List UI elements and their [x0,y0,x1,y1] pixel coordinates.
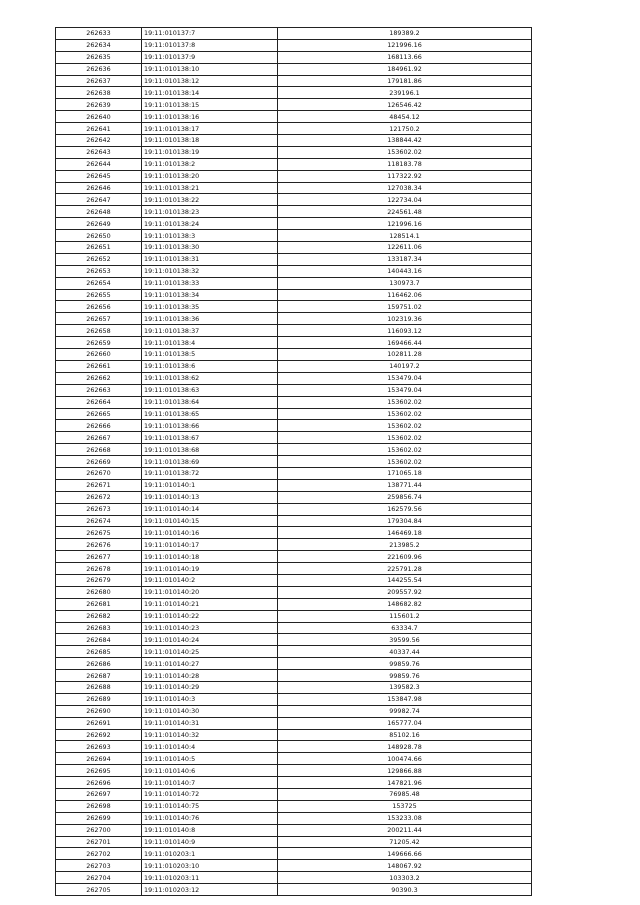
cell-id: 262673 [56,503,142,515]
cell-value: 153602.02 [278,408,532,420]
cell-cadastral-number: 19:11:010138:30 [142,242,278,254]
cell-cadastral-number: 19:11:010140:27 [142,658,278,670]
cell-cadastral-number: 19:11:010203:1 [142,848,278,860]
table-row [56,586,532,598]
cell-cadastral-number: 19:11:010140:8 [142,824,278,836]
cell-id: 262635 [56,51,142,63]
cell-id: 262672 [56,491,142,503]
cell-value: 90390.3 [278,884,532,896]
table-row [56,467,532,479]
cell-value: 99982.74 [278,705,532,717]
cell-id: 262634 [56,39,142,51]
cell-cadastral-number: 19:11:010138:68 [142,444,278,456]
table-row [56,836,532,848]
table-row [56,491,532,503]
table-row [56,265,532,277]
table-row [56,693,532,705]
table-row [56,812,532,824]
cell-cadastral-number: 19:11:010138:10 [142,63,278,75]
table-row [56,170,532,182]
cell-value: 126546.42 [278,99,532,111]
table-row [56,289,532,301]
table-row [56,218,532,230]
cell-cadastral-number: 19:11:010140:15 [142,515,278,527]
cell-cadastral-number: 19:11:010137:8 [142,39,278,51]
cell-id: 262665 [56,408,142,420]
cell-value: 133187.34 [278,253,532,265]
cell-id: 262655 [56,289,142,301]
cell-value: 148928.78 [278,741,532,753]
table-row [56,111,532,123]
cell-value: 200211.44 [278,824,532,836]
cell-cadastral-number: 19:11:010140:9 [142,836,278,848]
cell-id: 262696 [56,777,142,789]
table-row [56,574,532,586]
table-row [56,99,532,111]
cell-cadastral-number: 19:11:010140:22 [142,610,278,622]
cell-cadastral-number: 19:11:010138:34 [142,289,278,301]
table-row [56,729,532,741]
table-row [56,301,532,313]
cell-value: 168113.66 [278,51,532,63]
cell-cadastral-number: 19:11:010138:18 [142,135,278,147]
cell-value: 140197.2 [278,360,532,372]
cell-id: 262668 [56,444,142,456]
cell-cadastral-number: 19:11:010138:36 [142,313,278,325]
cell-id: 262658 [56,325,142,337]
cell-value: 116462.06 [278,289,532,301]
cell-id: 262691 [56,717,142,729]
cell-cadastral-number: 19:11:010140:1 [142,479,278,491]
cell-value: 153602.02 [278,420,532,432]
cell-value: 63334.7 [278,622,532,634]
cell-cadastral-number: 19:11:010140:30 [142,705,278,717]
cell-id: 262700 [56,824,142,836]
cell-value: 102319.36 [278,313,532,325]
cell-cadastral-number: 19:11:010138:12 [142,75,278,87]
cell-id: 262659 [56,337,142,349]
cell-value: 165777.04 [278,717,532,729]
table-row [56,408,532,420]
cell-value: 209557.92 [278,586,532,598]
cell-cadastral-number: 19:11:010140:19 [142,563,278,575]
cell-value: 153602.02 [278,396,532,408]
cell-id: 262686 [56,658,142,670]
table-row [56,242,532,254]
cell-id: 262638 [56,87,142,99]
cell-cadastral-number: 19:11:010138:3 [142,230,278,242]
cell-id: 262682 [56,610,142,622]
cell-value: 179304.84 [278,515,532,527]
cell-id: 262667 [56,432,142,444]
cell-cadastral-number: 19:11:010140:16 [142,527,278,539]
cell-value: 153602.02 [278,456,532,468]
cell-id: 262647 [56,194,142,206]
cell-cadastral-number: 19:11:010140:72 [142,789,278,801]
table-row [56,396,532,408]
cell-cadastral-number: 19:11:010138:67 [142,432,278,444]
cell-id: 262648 [56,206,142,218]
cell-value: 259856.74 [278,491,532,503]
cell-value: 184961.92 [278,63,532,75]
cell-value: 221609.96 [278,551,532,563]
cell-id: 262651 [56,242,142,254]
cell-value: 153725 [278,800,532,812]
cell-cadastral-number: 19:11:010138:69 [142,456,278,468]
table-row [56,777,532,789]
table-row [56,789,532,801]
table-row [56,610,532,622]
table-row [56,420,532,432]
cell-cadastral-number: 19:11:010203:11 [142,872,278,884]
table-row [56,551,532,563]
cell-id: 262695 [56,765,142,777]
cell-cadastral-number: 19:11:010140:2 [142,574,278,586]
cell-cadastral-number: 19:11:010140:76 [142,812,278,824]
cell-value: 140443.16 [278,265,532,277]
cell-cadastral-number: 19:11:010140:14 [142,503,278,515]
table-row [56,360,532,372]
cell-cadastral-number: 19:11:010137:7 [142,28,278,40]
cell-id: 262645 [56,170,142,182]
cell-value: 149666.66 [278,848,532,860]
cell-cadastral-number: 19:11:010138:31 [142,253,278,265]
cell-cadastral-number: 19:11:010140:4 [142,741,278,753]
cell-cadastral-number: 19:11:010138:33 [142,277,278,289]
table-row [56,372,532,384]
table-row [56,872,532,884]
cell-value: 179181.86 [278,75,532,87]
table-row [56,622,532,634]
table-row [56,194,532,206]
cell-value: 148067.92 [278,860,532,872]
cell-cadastral-number: 19:11:010140:31 [142,717,278,729]
cell-id: 262671 [56,479,142,491]
cell-cadastral-number: 19:11:010140:32 [142,729,278,741]
table-row [56,349,532,361]
cell-id: 262642 [56,135,142,147]
cell-value: 48454.12 [278,111,532,123]
cell-id: 262662 [56,372,142,384]
table-row [56,848,532,860]
cell-cadastral-number: 19:11:010138:22 [142,194,278,206]
table-row [56,563,532,575]
cell-value: 162579.56 [278,503,532,515]
cell-cadastral-number: 19:11:010138:15 [142,99,278,111]
table-row [56,182,532,194]
cell-id: 262674 [56,515,142,527]
table-row [56,503,532,515]
cell-cadastral-number: 19:11:010138:24 [142,218,278,230]
table-row [56,146,532,158]
table-row [56,39,532,51]
cell-cadastral-number: 19:11:010140:24 [142,634,278,646]
cell-cadastral-number: 19:11:010138:19 [142,146,278,158]
cell-cadastral-number: 19:11:010138:37 [142,325,278,337]
table-row [56,765,532,777]
cell-value: 153602.02 [278,444,532,456]
cell-cadastral-number: 19:11:010140:17 [142,539,278,551]
cell-id: 262704 [56,872,142,884]
table-row [56,860,532,872]
table-row [56,753,532,765]
table-row [56,705,532,717]
cell-value: 153602.02 [278,432,532,444]
cell-id: 262693 [56,741,142,753]
table-row [56,337,532,349]
table-row [56,527,532,539]
table-row [56,75,532,87]
cell-value: 85102.16 [278,729,532,741]
cell-value: 148682.82 [278,598,532,610]
table-row [56,325,532,337]
cell-value: 71205.42 [278,836,532,848]
cell-id: 262705 [56,884,142,896]
cell-value: 224561.48 [278,206,532,218]
cell-cadastral-number: 19:11:010203:10 [142,860,278,872]
cell-id: 262683 [56,622,142,634]
cell-id: 262677 [56,551,142,563]
cell-value: 39599.56 [278,634,532,646]
table-row [56,800,532,812]
cell-id: 262637 [56,75,142,87]
cell-value: 153479.04 [278,372,532,384]
table-row [56,158,532,170]
cell-cadastral-number: 19:11:010138:17 [142,123,278,135]
cell-cadastral-number: 19:11:010138:16 [142,111,278,123]
cell-id: 262666 [56,420,142,432]
cell-id: 262680 [56,586,142,598]
cell-value: 122734.04 [278,194,532,206]
table-row [56,658,532,670]
cell-cadastral-number: 19:11:010140:7 [142,777,278,789]
cell-value: 100474.66 [278,753,532,765]
cell-id: 262641 [56,123,142,135]
cell-cadastral-number: 19:11:010140:28 [142,670,278,682]
table-row [56,515,532,527]
table-row [56,230,532,242]
cell-value: 169466.44 [278,337,532,349]
cell-value: 99859.76 [278,658,532,670]
cell-id: 262633 [56,28,142,40]
table-row [56,51,532,63]
cell-id: 262676 [56,539,142,551]
cell-id: 262684 [56,634,142,646]
cell-value: 115601.2 [278,610,532,622]
cell-id: 262661 [56,360,142,372]
cell-value: 128514.1 [278,230,532,242]
cell-value: 144255.54 [278,574,532,586]
cell-value: 40337.44 [278,646,532,658]
table-row [56,634,532,646]
table-row [56,539,532,551]
cell-id: 262675 [56,527,142,539]
cell-cadastral-number: 19:11:010140:75 [142,800,278,812]
table-row [56,206,532,218]
table-row [56,135,532,147]
cell-id: 262639 [56,99,142,111]
cell-id: 262687 [56,670,142,682]
cell-value: 213985.2 [278,539,532,551]
cell-cadastral-number: 19:11:010138:4 [142,337,278,349]
cell-cadastral-number: 19:11:010140:18 [142,551,278,563]
cell-id: 262646 [56,182,142,194]
data-table [55,27,532,896]
cell-cadastral-number: 19:11:010203:12 [142,884,278,896]
table-row [56,87,532,99]
table-row [56,741,532,753]
cell-value: 138771.44 [278,479,532,491]
cell-value: 159751.02 [278,301,532,313]
cell-value: 99859.76 [278,670,532,682]
cell-value: 146469.18 [278,527,532,539]
cell-value: 121750.2 [278,123,532,135]
cell-id: 262690 [56,705,142,717]
cell-id: 262649 [56,218,142,230]
cell-value: 171065.18 [278,467,532,479]
cell-id: 262654 [56,277,142,289]
table-row [56,432,532,444]
cell-value: 102811.28 [278,349,532,361]
cell-id: 262679 [56,574,142,586]
cell-cadastral-number: 19:11:010138:62 [142,372,278,384]
cell-id: 262681 [56,598,142,610]
cell-cadastral-number: 19:11:010138:35 [142,301,278,313]
cell-cadastral-number: 19:11:010138:6 [142,360,278,372]
cell-id: 262689 [56,693,142,705]
table-row [56,277,532,289]
cell-id: 262688 [56,681,142,693]
cell-value: 225791.28 [278,563,532,575]
table-row [56,670,532,682]
cell-id: 262669 [56,456,142,468]
table-row [56,456,532,468]
cell-value: 153847.98 [278,693,532,705]
table-body [56,28,532,896]
cell-cadastral-number: 19:11:010138:72 [142,467,278,479]
cell-value: 121996.16 [278,39,532,51]
cell-value: 153479.04 [278,384,532,396]
cell-id: 262678 [56,563,142,575]
cell-cadastral-number: 19:11:010140:5 [142,753,278,765]
cell-value: 76985.48 [278,789,532,801]
cell-value: 117322.92 [278,170,532,182]
cell-cadastral-number: 19:11:010138:23 [142,206,278,218]
cell-id: 262692 [56,729,142,741]
cell-value: 103303.2 [278,872,532,884]
cell-cadastral-number: 19:11:010137:9 [142,51,278,63]
cell-value: 138844.42 [278,135,532,147]
cell-cadastral-number: 19:11:010140:3 [142,693,278,705]
cell-id: 262670 [56,467,142,479]
cell-cadastral-number: 19:11:010138:20 [142,170,278,182]
cell-cadastral-number: 19:11:010140:6 [142,765,278,777]
cell-value: 239196.1 [278,87,532,99]
cell-id: 262663 [56,384,142,396]
cell-cadastral-number: 19:11:010138:32 [142,265,278,277]
cell-id: 262660 [56,349,142,361]
table-row [56,681,532,693]
cell-cadastral-number: 19:11:010138:21 [142,182,278,194]
table-row [56,384,532,396]
table-row [56,479,532,491]
cell-id: 262699 [56,812,142,824]
cell-id: 262698 [56,800,142,812]
cell-id: 262653 [56,265,142,277]
table-row [56,123,532,135]
table-row [56,28,532,40]
cell-cadastral-number: 19:11:010140:29 [142,681,278,693]
cell-id: 262685 [56,646,142,658]
cell-value: 153233.08 [278,812,532,824]
cell-value: 147821.96 [278,777,532,789]
cell-value: 153602.02 [278,146,532,158]
cell-id: 262652 [56,253,142,265]
cell-id: 262650 [56,230,142,242]
table-row [56,884,532,896]
table-row [56,824,532,836]
cell-id: 262702 [56,848,142,860]
cell-value: 139582.3 [278,681,532,693]
cell-cadastral-number: 19:11:010138:66 [142,420,278,432]
cell-id: 262694 [56,753,142,765]
cell-id: 262644 [56,158,142,170]
cell-id: 262657 [56,313,142,325]
cell-value: 122611.06 [278,242,532,254]
cell-value: 130973.7 [278,277,532,289]
table-row [56,717,532,729]
cell-cadastral-number: 19:11:010140:23 [142,622,278,634]
table-row [56,444,532,456]
cell-value: 129866.88 [278,765,532,777]
cell-id: 262656 [56,301,142,313]
cell-value: 189389.2 [278,28,532,40]
cell-id: 262636 [56,63,142,75]
cell-cadastral-number: 19:11:010138:63 [142,384,278,396]
table-row [56,313,532,325]
cell-cadastral-number: 19:11:010138:64 [142,396,278,408]
cell-id: 262703 [56,860,142,872]
cell-cadastral-number: 19:11:010138:5 [142,349,278,361]
table-row [56,646,532,658]
cell-value: 121996.16 [278,218,532,230]
table-row [56,253,532,265]
cell-cadastral-number: 19:11:010138:2 [142,158,278,170]
cell-value: 118183.78 [278,158,532,170]
cell-cadastral-number: 19:11:010140:25 [142,646,278,658]
cell-id: 262697 [56,789,142,801]
table-row [56,63,532,75]
cell-cadastral-number: 19:11:010140:21 [142,598,278,610]
cell-id: 262701 [56,836,142,848]
table-row [56,598,532,610]
cell-value: 116093.12 [278,325,532,337]
cell-cadastral-number: 19:11:010140:13 [142,491,278,503]
cell-cadastral-number: 19:11:010138:14 [142,87,278,99]
cell-cadastral-number: 19:11:010138:65 [142,408,278,420]
cell-id: 262640 [56,111,142,123]
cell-cadastral-number: 19:11:010140:20 [142,586,278,598]
cell-id: 262643 [56,146,142,158]
cell-id: 262664 [56,396,142,408]
cell-value: 127038.34 [278,182,532,194]
